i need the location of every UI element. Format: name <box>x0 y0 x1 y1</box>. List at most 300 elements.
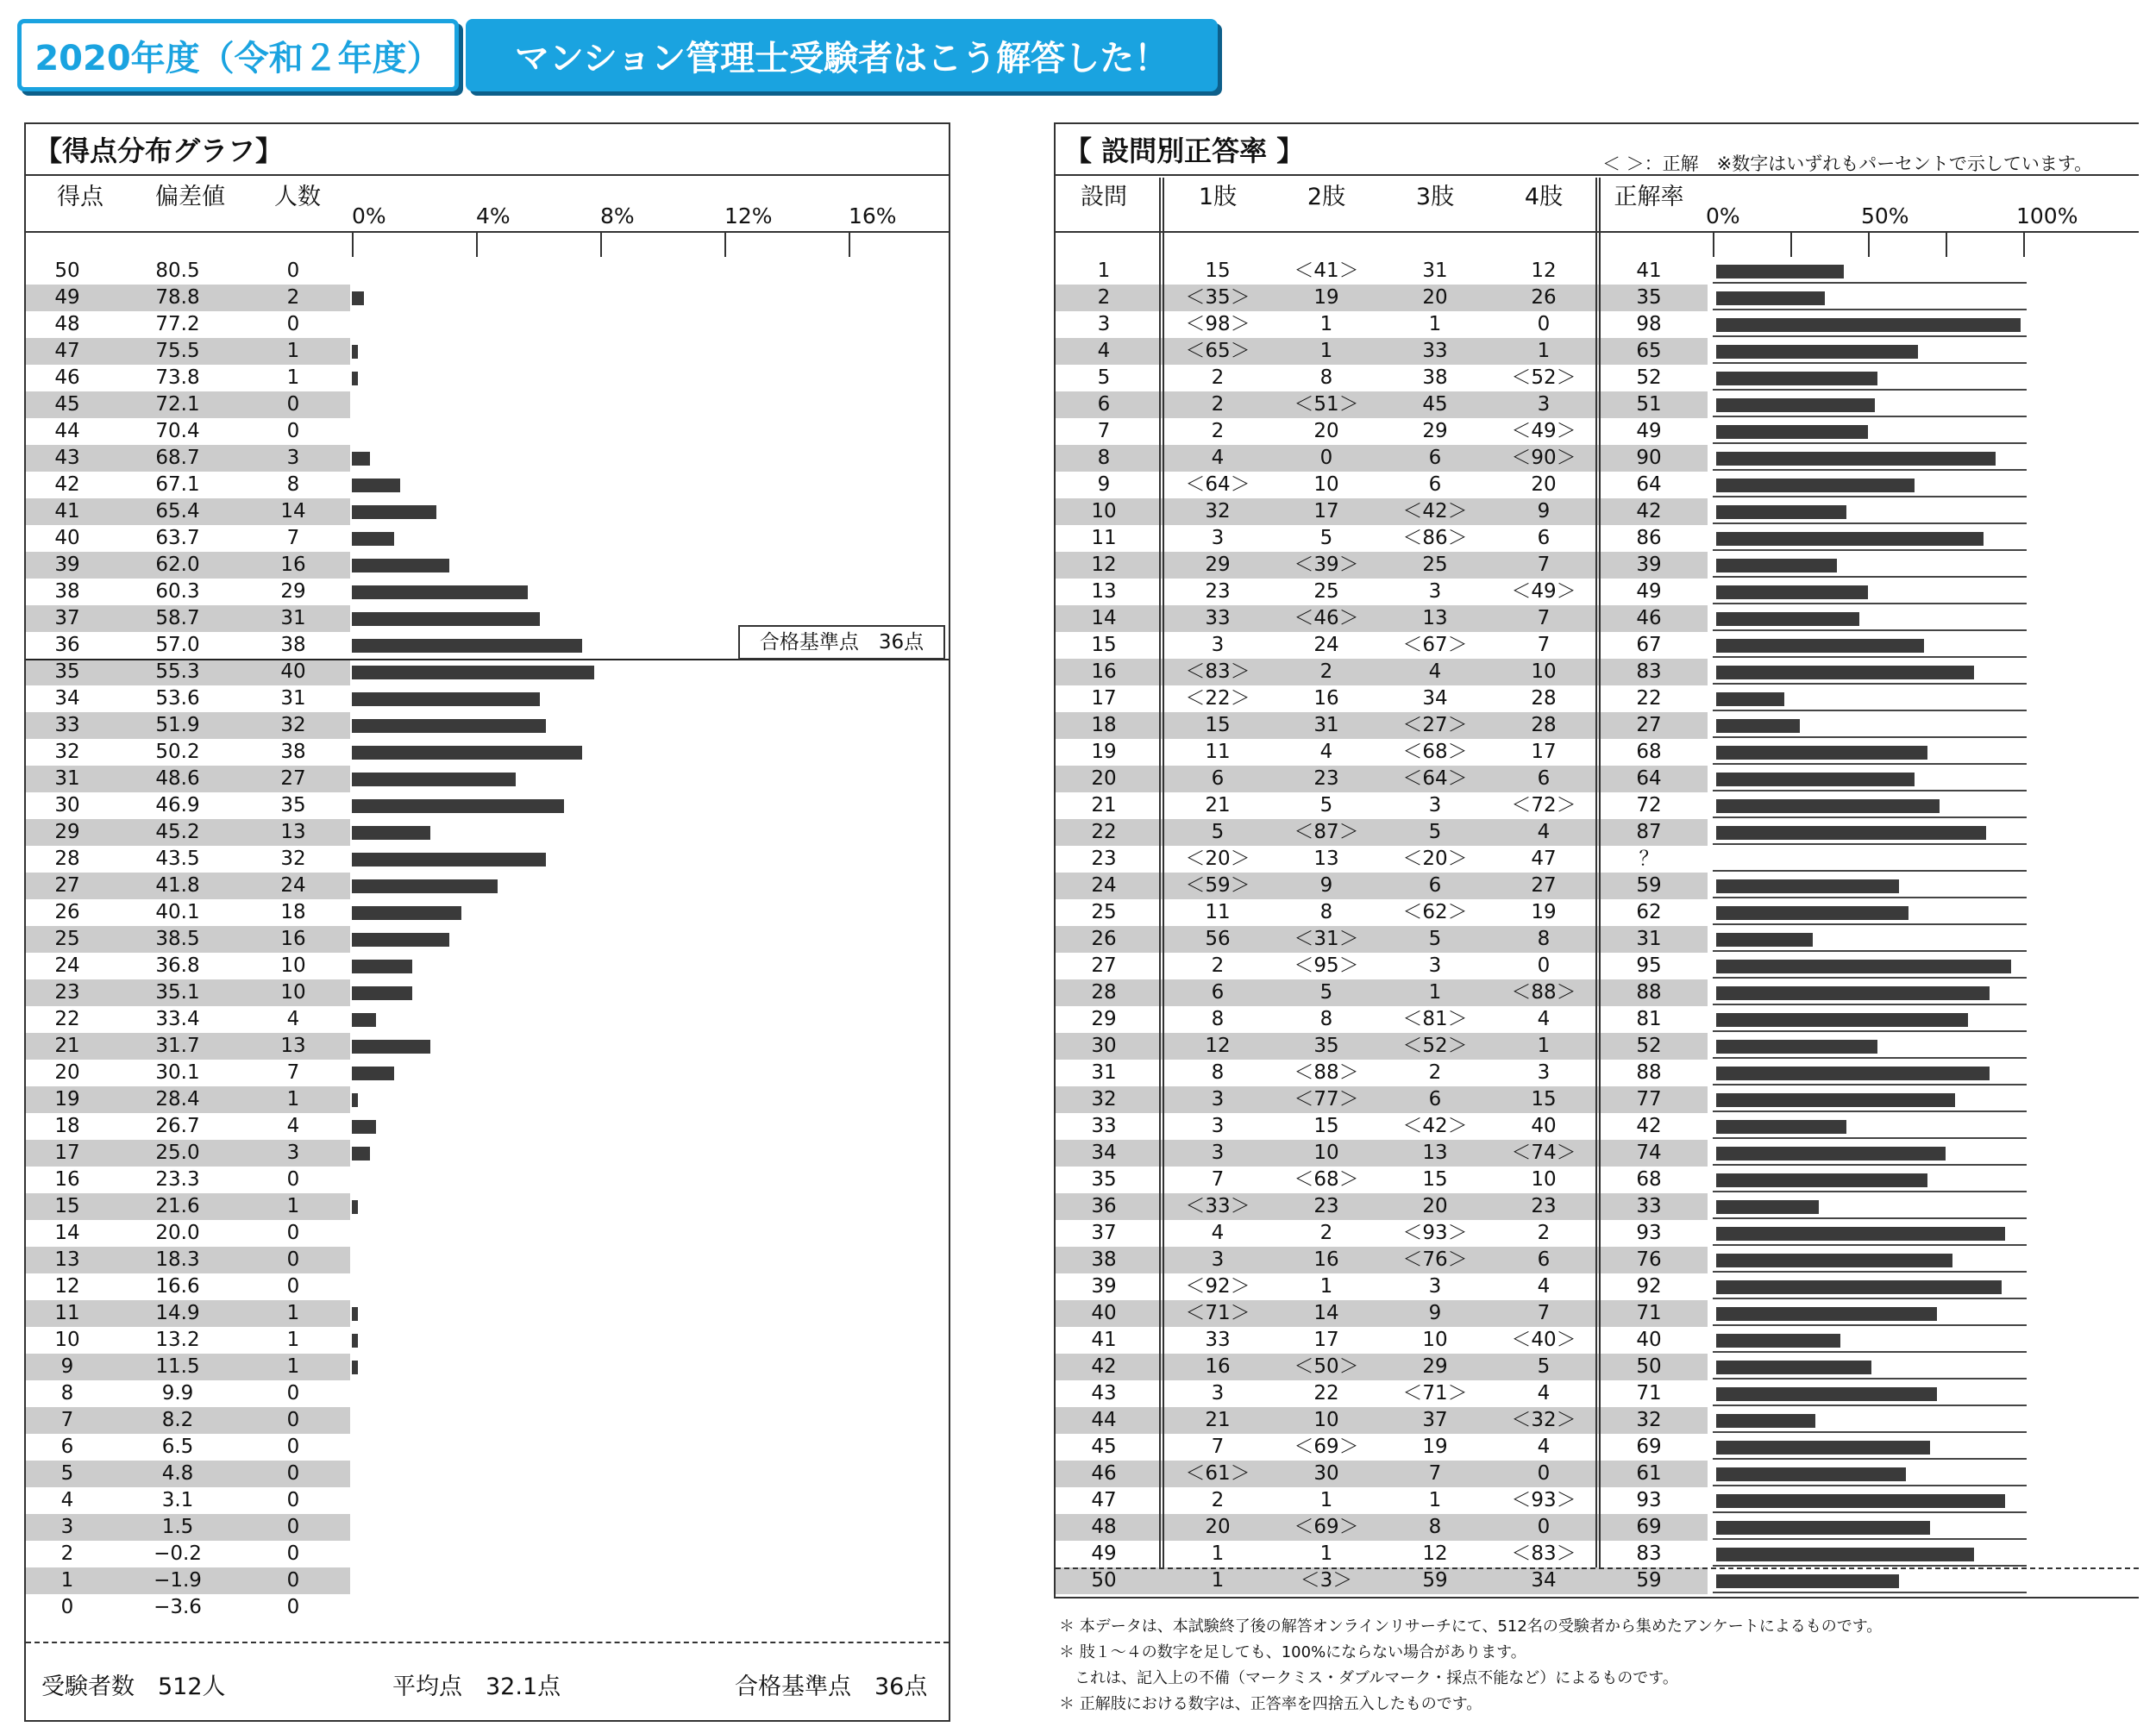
correct-rate-bar <box>1716 1307 1937 1321</box>
choice-percent-cell: 11 <box>1205 901 1231 923</box>
correct-rate-cell: 81 <box>1636 1008 1662 1030</box>
correct-rate-bar <box>1716 1173 1927 1187</box>
choice-percent-cell: 8 <box>1537 928 1551 950</box>
distribution-bar <box>352 1067 394 1080</box>
choice-percent-cell: 23 <box>1313 1195 1339 1217</box>
count-cell: 13 <box>280 821 306 843</box>
correct-rate-bar <box>1716 986 1990 1000</box>
row-gridline <box>1713 1217 2027 1219</box>
score-cell: 49 <box>54 286 80 309</box>
correct-rate-cell: 39 <box>1636 554 1662 576</box>
correct-rate-cell: 71 <box>1636 1302 1662 1324</box>
axis-tick-label: 16% <box>849 203 897 228</box>
score-cell: 42 <box>54 473 80 496</box>
choice-percent-cell: 17 <box>1531 741 1557 763</box>
choice-percent-cell: 29 <box>1422 1355 1448 1378</box>
choice-percent-cell: 4 <box>1537 1382 1551 1405</box>
row-gridline <box>1713 816 2027 818</box>
row-gridline <box>1713 603 2027 604</box>
row-gridline <box>1713 923 2027 925</box>
footnote-line: ＊ 本データは、本試験終了後の解答オンラインリサーチにて、512名の受験者から集めたアンケートによるものです。 <box>1059 1617 1883 1636</box>
count-cell: 7 <box>286 1061 300 1084</box>
count-cell: 3 <box>286 1142 300 1164</box>
deviation-cell: 70.4 <box>155 420 200 442</box>
axis-tick-mark <box>352 233 354 257</box>
choice-percent-cell: 1 <box>1211 1542 1225 1565</box>
score-cell: 25 <box>54 928 80 950</box>
count-cell: 1 <box>286 340 300 362</box>
choice-percent-cell: ＜33＞ <box>1185 1195 1250 1217</box>
count-cell: 1 <box>286 366 300 389</box>
choice-percent-cell: ＜88＞ <box>1511 981 1576 1004</box>
count-cell: 0 <box>286 1382 300 1405</box>
choice-percent-cell: ＜71＞ <box>1402 1382 1468 1405</box>
choice-percent-cell: 3 <box>1211 634 1225 656</box>
choice-percent-cell: 28 <box>1531 687 1557 710</box>
distribution-bar <box>352 585 528 599</box>
choice-percent-cell: 1 <box>1319 1275 1333 1298</box>
score-cell: 19 <box>54 1088 80 1110</box>
row-gridline <box>1713 683 2027 685</box>
count-cell: 0 <box>286 1168 300 1191</box>
choice-percent-cell: 31 <box>1422 260 1448 282</box>
choice-percent-cell: 47 <box>1531 848 1557 870</box>
choice-percent-cell: 7 <box>1211 1168 1225 1191</box>
footnote-line: ＊ 正解肢における数字は、正答率を四捨五入したものです。 <box>1059 1695 1482 1713</box>
score-cell: 1 <box>60 1569 74 1592</box>
score-cell: 28 <box>54 848 80 870</box>
distribution-bar <box>352 1120 376 1134</box>
choice-percent-cell: 31 <box>1313 714 1339 736</box>
row-gridline <box>1713 469 2027 471</box>
choice-percent-cell: 33 <box>1205 1329 1231 1351</box>
count-cell: 14 <box>280 500 306 522</box>
choice-percent-cell: 12 <box>1531 260 1557 282</box>
choice-percent-cell: 15 <box>1313 1115 1339 1137</box>
deviation-cell: 20.0 <box>155 1222 200 1244</box>
correct-rate-bar <box>1716 799 1940 813</box>
question-number-cell: 13 <box>1091 580 1117 603</box>
correct-rate-cell: 87 <box>1636 821 1662 843</box>
score-cell: 38 <box>54 580 80 603</box>
choice-percent-cell: 2 <box>1537 1222 1551 1244</box>
score-cell: 31 <box>54 767 80 790</box>
deviation-cell: 14.9 <box>155 1302 200 1324</box>
choice-percent-cell: 20 <box>1531 473 1557 496</box>
correct-rate-bar <box>1716 666 1974 679</box>
count-cell: 3 <box>286 447 300 469</box>
choice-percent-cell: 2 <box>1319 660 1333 683</box>
choice-percent-cell: 20 <box>1205 1516 1231 1538</box>
choice-percent-cell: ＜27＞ <box>1402 714 1468 736</box>
count-cell: 1 <box>286 1302 300 1324</box>
row-gridline <box>1713 1565 2027 1567</box>
distribution-bar <box>352 960 412 973</box>
axis-tick-mark <box>476 233 478 257</box>
axis-tick-mark <box>1790 233 1792 257</box>
choice-percent-cell: 2 <box>1319 1222 1333 1244</box>
distribution-bar <box>352 746 582 760</box>
choice-percent-cell: 23 <box>1531 1195 1557 1217</box>
choice-percent-cell: 16 <box>1205 1355 1231 1378</box>
choice-percent-cell: 8 <box>1211 1061 1225 1084</box>
deviation-cell: 6.5 <box>161 1436 194 1458</box>
distribution-bar <box>352 1334 358 1348</box>
deviation-cell: −3.6 <box>154 1596 202 1618</box>
question-number-cell: 22 <box>1091 821 1117 843</box>
deviation-cell: 31.7 <box>155 1035 200 1057</box>
choice-percent-cell: ＜50＞ <box>1294 1355 1359 1378</box>
row-gridline <box>1713 1324 2027 1326</box>
choice-percent-cell: 17 <box>1313 1329 1339 1351</box>
score-cell: 27 <box>54 874 80 897</box>
score-cell: 18 <box>54 1115 80 1137</box>
choice-percent-cell: 10 <box>1422 1329 1448 1351</box>
row-gridline <box>1713 362 2027 364</box>
choice-percent-cell: 7 <box>1537 1302 1551 1324</box>
row-gridline <box>1713 1244 2027 1246</box>
correct-rate-bar <box>1716 1441 1930 1455</box>
choice-percent-cell: 25 <box>1313 580 1339 603</box>
pass-score: 合格基準点 36点 <box>735 1674 928 1700</box>
choice-percent-cell: 37 <box>1422 1409 1448 1431</box>
correct-rate-bar <box>1716 559 1837 572</box>
deviation-cell: 3.1 <box>161 1489 194 1511</box>
count-cell: 0 <box>286 1489 300 1511</box>
correct-rate-cell: 42 <box>1636 500 1662 522</box>
deviation-cell: 48.6 <box>155 767 200 790</box>
choice-percent-cell: 9 <box>1428 1302 1442 1324</box>
choice-percent-cell: 4 <box>1319 741 1333 763</box>
count-cell: 4 <box>286 1008 300 1030</box>
col-choice1-header: 1肢 <box>1198 184 1238 210</box>
choice-percent-cell: 8 <box>1319 901 1333 923</box>
choice-percent-cell: ＜90＞ <box>1511 447 1576 469</box>
score-cell: 39 <box>54 554 80 576</box>
choice-percent-cell: 4 <box>1211 1222 1225 1244</box>
choice-percent-cell: 0 <box>1537 1462 1551 1485</box>
distribution-bar <box>352 826 430 840</box>
score-cell: 41 <box>54 500 80 522</box>
deviation-cell: 23.3 <box>155 1168 200 1191</box>
deviation-cell: 60.3 <box>155 580 200 603</box>
row-gridline <box>1713 656 2027 658</box>
choice-percent-cell: 5 <box>1537 1355 1551 1378</box>
deviation-cell: 13.2 <box>155 1329 200 1351</box>
question-number-cell: 50 <box>1091 1569 1117 1592</box>
correct-rate-cell: 33 <box>1636 1195 1662 1217</box>
count-cell: 10 <box>280 981 306 1004</box>
score-cell: 4 <box>60 1489 74 1511</box>
distribution-bar <box>352 452 370 466</box>
row-gridline <box>1713 1137 2027 1139</box>
choice-percent-cell: ＜31＞ <box>1294 928 1359 950</box>
correct-rate-bar <box>1716 505 1846 519</box>
count-cell: 1 <box>286 1195 300 1217</box>
row-gridline <box>1713 1592 2027 1593</box>
count-cell: 0 <box>286 1516 300 1538</box>
correct-rate-panel <box>1054 122 2139 1598</box>
correct-rate-cell: 59 <box>1636 1569 1662 1592</box>
choice-percent-cell: ＜93＞ <box>1511 1489 1576 1511</box>
correct-rate-cell: 27 <box>1636 714 1662 736</box>
choice-percent-cell: 7 <box>1537 634 1551 656</box>
choice-percent-cell: 29 <box>1422 420 1448 442</box>
count-cell: 10 <box>280 954 306 977</box>
deviation-cell: 18.3 <box>155 1248 200 1271</box>
choice-percent-cell: 3 <box>1428 794 1442 816</box>
correct-rate-bar <box>1716 452 1996 466</box>
axis-tick-mark <box>1713 233 1714 257</box>
correct-rate-bar <box>1716 773 1915 786</box>
question-number-cell: 18 <box>1091 714 1117 736</box>
row-gridline <box>1713 1405 2027 1406</box>
question-number-cell: 33 <box>1091 1115 1117 1137</box>
correct-rate-bar <box>1716 398 1875 412</box>
question-number-cell: 30 <box>1091 1035 1117 1057</box>
row-gridline <box>1713 282 2027 284</box>
correct-rate-bar <box>1716 318 2021 332</box>
correct-rate-bar <box>1716 639 1924 653</box>
score-cell: 6 <box>60 1436 74 1458</box>
choice-percent-cell: 3 <box>1211 1115 1225 1137</box>
choice-percent-cell: 10 <box>1313 1409 1339 1431</box>
correct-rate-bar <box>1716 746 1927 760</box>
choice-percent-cell: 6 <box>1537 527 1551 549</box>
question-number-cell: 43 <box>1091 1382 1117 1405</box>
row-gridline <box>1713 977 2027 979</box>
choice-percent-cell: 5 <box>1211 821 1225 843</box>
choice-percent-cell: 1 <box>1211 1569 1225 1592</box>
choice-percent-cell: ＜81＞ <box>1402 1008 1468 1030</box>
choice-percent-cell: 8 <box>1319 366 1333 389</box>
examinees-count: 受験者数 512人 <box>41 1674 226 1700</box>
choice-percent-cell: ＜32＞ <box>1511 1409 1576 1431</box>
correct-rate-bar <box>1716 1387 1937 1401</box>
choice-percent-cell: 10 <box>1313 1142 1339 1164</box>
choice-percent-cell: 22 <box>1313 1382 1339 1405</box>
row-gridline <box>1713 1084 2027 1085</box>
choice-percent-cell: 21 <box>1205 1409 1231 1431</box>
correct-rate-cell: 62 <box>1636 901 1662 923</box>
count-cell: 4 <box>286 1115 300 1137</box>
choice-percent-cell: 23 <box>1313 767 1339 790</box>
distribution-bar <box>352 1307 358 1321</box>
distribution-bar <box>352 1200 358 1214</box>
correct-rate-cell: 64 <box>1636 767 1662 790</box>
row-gridline <box>1713 1110 2027 1112</box>
correct-rate-bar <box>1716 1227 2005 1241</box>
count-cell: 1 <box>286 1088 300 1110</box>
choice-percent-cell: 5 <box>1428 928 1442 950</box>
correct-rate-bar <box>1716 479 1915 492</box>
correct-rate-bar <box>1716 1013 1968 1027</box>
question-number-cell: 31 <box>1091 1061 1117 1084</box>
choice-percent-cell: ＜98＞ <box>1185 313 1250 335</box>
row-gridline <box>1713 1378 2027 1380</box>
distribution-bar <box>352 986 412 1000</box>
choice-percent-cell: 5 <box>1319 527 1333 549</box>
choice-percent-cell: 28 <box>1531 714 1557 736</box>
row-gridline <box>1713 1164 2027 1166</box>
choice-percent-cell: 32 <box>1205 500 1231 522</box>
choice-percent-cell: 34 <box>1531 1569 1557 1592</box>
deviation-cell: 80.5 <box>155 260 200 282</box>
deviation-cell: 38.5 <box>155 928 200 950</box>
choice-percent-cell: 19 <box>1313 286 1339 309</box>
count-cell: 40 <box>280 660 306 683</box>
distribution-bar <box>352 879 498 893</box>
choice-percent-cell: 7 <box>1537 607 1551 629</box>
choice-percent-cell: ＜49＞ <box>1511 420 1576 442</box>
choice-percent-cell: 4 <box>1537 821 1551 843</box>
correct-rate-cell: 49 <box>1636 580 1662 603</box>
choice-percent-cell: 4 <box>1428 660 1442 683</box>
correct-rate-bar <box>1716 1067 1990 1080</box>
choice-percent-cell: 7 <box>1211 1436 1225 1458</box>
count-cell: 0 <box>286 1436 300 1458</box>
count-cell: 8 <box>286 473 300 496</box>
choice-percent-cell: 4 <box>1537 1008 1551 1030</box>
question-number-cell: 49 <box>1091 1542 1117 1565</box>
choice-percent-cell: ＜74＞ <box>1511 1142 1576 1164</box>
row-gridline <box>1713 576 2027 578</box>
row-gridline <box>1713 1030 2027 1032</box>
count-cell: 0 <box>286 1275 300 1298</box>
choice-percent-cell: ＜68＞ <box>1402 741 1468 763</box>
correct-rate-cell: 46 <box>1636 607 1662 629</box>
deviation-cell: 43.5 <box>155 848 200 870</box>
deviation-cell: 26.7 <box>155 1115 200 1137</box>
score-cell: 23 <box>54 981 80 1004</box>
correct-rate-bar <box>1716 906 1908 920</box>
count-cell: 18 <box>280 901 306 923</box>
question-number-cell: 35 <box>1091 1168 1117 1191</box>
choice-percent-cell: 1 <box>1537 1035 1551 1057</box>
deviation-cell: 30.1 <box>155 1061 200 1084</box>
deviation-cell: 46.9 <box>155 794 200 816</box>
deviation-cell: 72.1 <box>155 393 200 416</box>
choice-percent-cell: 1 <box>1319 1542 1333 1565</box>
deviation-cell: 45.2 <box>155 821 200 843</box>
correct-rate-cell: 42 <box>1636 1115 1662 1137</box>
question-number-cell: 37 <box>1091 1222 1117 1244</box>
choice-percent-cell: ＜69＞ <box>1294 1436 1359 1458</box>
correct-rate-cell: 98 <box>1636 313 1662 335</box>
choice-percent-cell: 20 <box>1422 286 1448 309</box>
choice-percent-cell: 13 <box>1422 607 1448 629</box>
row-gridline <box>1713 522 2027 524</box>
correct-rate-cell: 86 <box>1636 527 1662 549</box>
correct-rate-bar <box>1716 1040 1877 1054</box>
question-number-cell: 14 <box>1091 607 1117 629</box>
row-gridline <box>1713 496 2027 497</box>
choice-percent-cell: 25 <box>1422 554 1448 576</box>
score-cell: 32 <box>54 741 80 763</box>
correct-rate-cell: 32 <box>1636 1409 1662 1431</box>
question-number-cell: 19 <box>1091 741 1117 763</box>
choice-percent-cell: 2 <box>1211 420 1225 442</box>
choice-percent-cell: 59 <box>1422 1569 1448 1592</box>
row-gridline <box>1713 843 2027 845</box>
score-distribution-panel <box>24 122 950 1722</box>
correct-rate-bar <box>1716 879 1899 893</box>
score-cell: 34 <box>54 687 80 710</box>
choice-percent-cell: ＜59＞ <box>1185 874 1250 897</box>
row-gridline <box>1713 870 2027 872</box>
correct-rate-cell: 51 <box>1636 393 1662 416</box>
correct-rate-cell: 68 <box>1636 741 1662 763</box>
row-gridline <box>1713 1298 2027 1299</box>
choice-percent-cell: 10 <box>1531 660 1557 683</box>
correct-rate-cell: 59 <box>1636 874 1662 897</box>
question-number-cell: 16 <box>1091 660 1117 683</box>
correct-rate-bar <box>1716 585 1868 599</box>
question-number-cell: 24 <box>1091 874 1117 897</box>
correct-rate-cell: 83 <box>1636 660 1662 683</box>
correct-rate-bar <box>1716 1120 1846 1134</box>
count-cell: 31 <box>280 687 306 710</box>
correct-rate-bar <box>1716 425 1868 439</box>
correct-rate-bar <box>1716 345 1918 359</box>
correct-rate-cell: 95 <box>1636 954 1662 977</box>
choice-percent-cell: 19 <box>1422 1436 1448 1458</box>
question-number-cell: 8 <box>1097 447 1111 469</box>
choice-percent-cell: 16 <box>1313 687 1339 710</box>
score-cell: 7 <box>60 1409 74 1431</box>
deviation-cell: 8.2 <box>161 1409 194 1431</box>
score-cell: 14 <box>54 1222 80 1244</box>
choice-percent-cell: 2 <box>1428 1061 1442 1084</box>
score-cell: 13 <box>54 1248 80 1271</box>
count-cell: 27 <box>280 767 306 790</box>
choice-percent-cell: 3 <box>1537 393 1551 416</box>
choice-percent-cell: 1 <box>1319 313 1333 335</box>
correct-rate-cell: 77 <box>1636 1088 1662 1110</box>
distribution-bar <box>352 853 546 866</box>
question-number-cell: 21 <box>1091 794 1117 816</box>
choice-percent-cell: ＜52＞ <box>1402 1035 1468 1057</box>
deviation-cell: 41.8 <box>155 874 200 897</box>
choice-percent-cell: ＜49＞ <box>1511 580 1576 603</box>
choice-percent-cell: ＜61＞ <box>1185 1462 1250 1485</box>
correct-rate-bar <box>1716 826 1986 840</box>
count-cell: 0 <box>286 1222 300 1244</box>
row-gridline <box>1713 416 2027 417</box>
count-cell: 0 <box>286 1462 300 1485</box>
choice-percent-cell: 15 <box>1205 260 1231 282</box>
count-cell: 29 <box>280 580 306 603</box>
question-number-cell: 36 <box>1091 1195 1117 1217</box>
correct-rate-bar <box>1716 1361 1871 1374</box>
question-number-cell: 23 <box>1091 848 1117 870</box>
choice-percent-cell: 1 <box>1319 1489 1333 1511</box>
score-cell: 22 <box>54 1008 80 1030</box>
axis-tick-label: 4% <box>476 203 511 228</box>
choice-percent-cell: 17 <box>1313 500 1339 522</box>
choice-percent-cell: 45 <box>1422 393 1448 416</box>
row-gridline <box>1713 389 2027 391</box>
col-count-header: 人数 <box>274 184 321 210</box>
count-cell: 38 <box>280 634 306 656</box>
axis-tick-label: 0% <box>352 203 386 228</box>
row-gridline <box>1713 1511 2027 1513</box>
choice-percent-cell: 23 <box>1205 580 1231 603</box>
choice-percent-cell: 5 <box>1319 981 1333 1004</box>
choice-percent-cell: ＜77＞ <box>1294 1088 1359 1110</box>
choice-percent-cell: 11 <box>1205 741 1231 763</box>
score-cell: 47 <box>54 340 80 362</box>
